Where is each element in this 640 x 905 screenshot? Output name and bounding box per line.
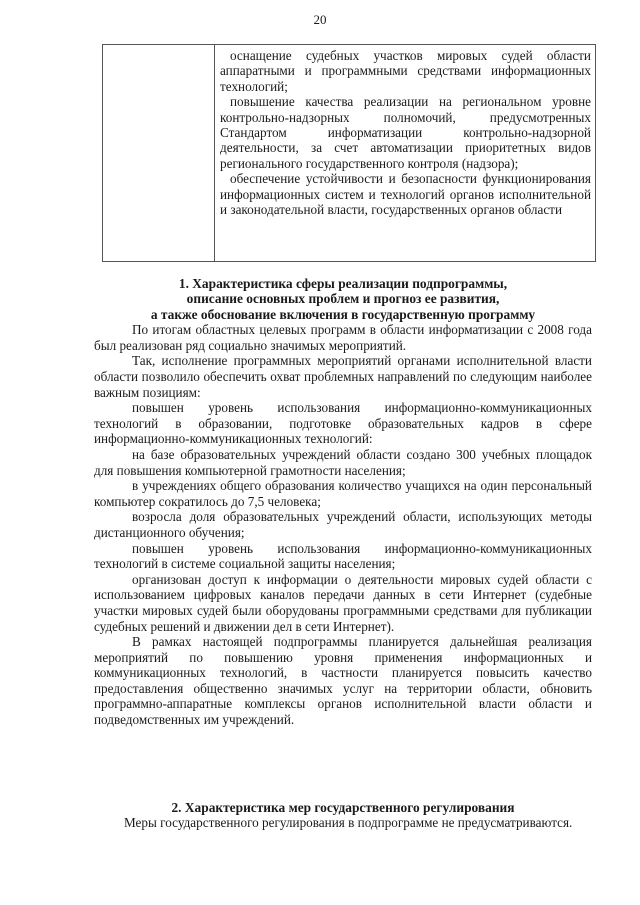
section-2-heading: 2. Характеристика мер государственного регулирования <box>171 800 515 815</box>
heading-line: 1. Характеристика сферы реализации подпрограммы, <box>178 276 508 291</box>
paragraph: В рамках настоящей подпрограммы планируется дальнейшая реализация мероприятий по повышению уровня применения информационных и коммуникационных технологий, в частности планируется повысить качество предоставления общественно значимых услуг на территории области, обновить программно-аппаратные комплексы органов исполнительной власти области и подведомственных им учреждений. <box>94 634 592 728</box>
section-1-heading <box>94 276 592 322</box>
paragraph: повышен уровень использования информационно-коммуникационных технологий в системе социальной защиты населения; <box>94 540 592 572</box>
section-2 <box>94 800 592 831</box>
section-2-body <box>94 815 592 831</box>
section-1-body <box>94 322 592 727</box>
heading-line: описание основных проблем и прогноз ее развития, <box>186 291 500 307</box>
paragraph: По итогам областных целевых программ в области информатизации с 2008 года был реализован ряд социально значимых мероприятий. <box>94 322 592 353</box>
paragraph: Меры государственного регулирования в подпрограмме не предусматриваются. <box>124 815 573 831</box>
page-number: 20 <box>313 12 327 27</box>
table-item: повышение качества реализации на региональном уровне контрольно-надзорных полномочий, предусмотренных Стандартом информатизации контрольно-надзорной деятельности, за счет автоматизации приоритетных видов регионального государственного контроля (надзора); <box>220 94 591 171</box>
heading-line: а также обоснование включения в государственную программу <box>150 306 536 322</box>
paragraph: на базе образовательных учреждений области создано 300 учебных площадок для повышения компьютерной грамотности населения; <box>94 446 592 478</box>
section-1 <box>94 276 592 728</box>
table-item: оснащение судебных участков мировых судей области аппаратными и программными средствами информационных технологий; <box>220 48 591 94</box>
continuation-table <box>102 44 596 262</box>
paragraph: организован доступ к информации о деятельности мировых судей области с использованием цифровых каналов передачи данных в сети Интернет (судебные участки мировых судей были оборудованы программными средствами для публикации судебных решений и движении дел в сети Интернет). <box>94 571 592 634</box>
table-item: обеспечение устойчивости и безопасности функционирования информационных систем и технологий органов исполнительной и законодательной власти, государственных органов области <box>220 171 591 218</box>
paragraph: Так, исполнение программных мероприятий органами исполнительной власти области позволило обеспечить охват проблемных направлений по следующим наиболее важным позициям: <box>94 353 592 400</box>
table-right-cell <box>215 45 595 261</box>
table-left-cell <box>103 45 215 261</box>
paragraph: в учреждениях общего образования количество учащихся на один персональный компьютер сократилось до 7,5 человека; <box>94 478 592 509</box>
paragraph: возросла доля образовательных учреждений области, использующих методы дистанционного обучения; <box>94 509 592 540</box>
paragraph: повышен уровень использования информационно-коммуникационных технологий в образовании, подготовке образовательных кадров в сфере информационно-коммуникационных технологий: <box>94 400 592 447</box>
